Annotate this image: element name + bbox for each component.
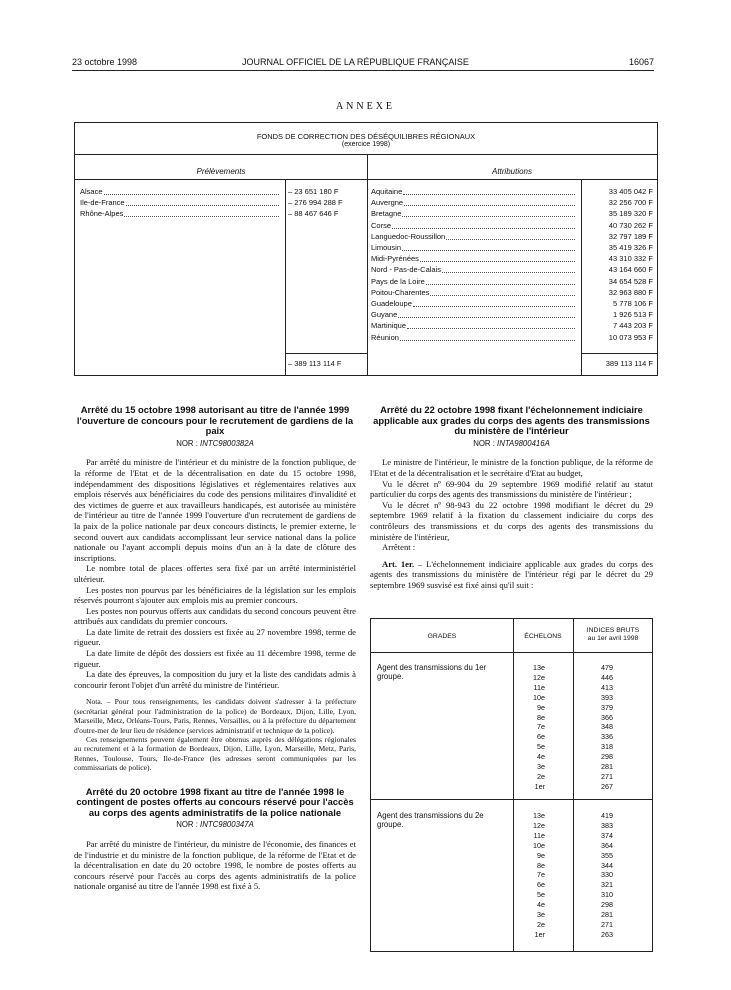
region-name: Poitou-Charentes <box>371 287 430 297</box>
indice-value: 298 <box>601 900 613 910</box>
attribution-amount: 1 926 513 F <box>612 310 653 320</box>
indice-value: 446 <box>601 672 613 682</box>
grades-table <box>370 618 653 952</box>
paragraph: Les postes non pourvus offerts aux candidats du second concours peuvent être attribués aux candidats du premier concours. <box>74 605 356 627</box>
echelon-value: 10e <box>533 692 545 702</box>
indice-value: 318 <box>601 742 613 752</box>
attribution-row <box>371 198 576 208</box>
left-column <box>74 405 356 892</box>
annexe-table-title: FONDS DE CORRECTION DES DÉSÉQUILIBRES RÉGIONAUX <box>256 132 476 141</box>
nor-label: NOR : <box>176 820 198 830</box>
echelon-value: 3e <box>537 910 545 919</box>
annexe-table <box>74 122 658 376</box>
echelon-value: 6e <box>537 732 545 742</box>
indice-value: 413 <box>601 682 613 692</box>
indice-value: 374 <box>601 830 613 840</box>
echelons-header: ÉCHELONS <box>524 633 562 640</box>
region-name: Aquitaine <box>371 187 403 196</box>
paragraph: Le ministre de l'intérieur, le ministre de la fonction publique, de la réforme de l'Etat et de la décentralisation et le secrétaire d'Etat au budget, <box>370 457 653 478</box>
indice-value: 344 <box>601 860 613 870</box>
attribution-row <box>371 288 576 298</box>
nor-reference <box>74 820 356 831</box>
region-name: Alsace <box>80 187 103 196</box>
echelon-value: 13e <box>533 811 545 820</box>
paragraph: La date limite de retrait des dossiers est fixée au 27 novembre 1998, terme de rigueur. <box>74 626 356 648</box>
annexe-title: ANNEXE <box>335 101 396 112</box>
echelon-value: 6e <box>537 880 545 890</box>
region-name: Pays de la Loire <box>371 276 425 286</box>
header-journal-title: JOURNAL OFFICIEL DE LA RÉPUBLIQUE FRANÇAISE <box>242 57 469 67</box>
attribution-amount: 35 189 320 F <box>608 209 653 219</box>
prelevement-row <box>80 198 280 208</box>
indice-value: 348 <box>601 722 613 732</box>
region-name: Réunion <box>371 332 399 342</box>
echelon-value: 2e <box>537 771 545 781</box>
echelon-value: 5e <box>537 890 545 900</box>
leader-dots <box>402 250 575 251</box>
leader-dots <box>420 261 575 262</box>
attribution-amount: 10 073 953 F <box>608 332 653 342</box>
table-rule <box>75 179 657 180</box>
echelon-value: 1er <box>534 929 545 939</box>
attributions-heading: Attributions <box>491 167 533 176</box>
attribution-amount: 40 730 262 F <box>608 220 653 230</box>
region-name: Nord - Pas-de-Calais <box>371 265 442 275</box>
region-name: Ile-de-France <box>80 198 125 208</box>
grade-name: Agent des transmissions du 2e groupe. <box>377 811 484 829</box>
echelon-value: 13e <box>533 663 545 672</box>
echelon-value: 1er <box>534 781 545 791</box>
table-divider <box>285 179 286 375</box>
region-name: Limousin <box>371 243 402 252</box>
annexe-table-subtitle: (exercice 1998) <box>341 141 391 148</box>
prelevement-amount: – 23 651 180 F <box>288 187 339 196</box>
nor-label: NOR : <box>176 438 198 448</box>
prelevements-total: – 389 113 114 F <box>288 359 342 368</box>
indice-value: 336 <box>601 732 613 742</box>
article-one-label: Art. 1er. <box>382 558 415 569</box>
leader-dots <box>404 205 575 206</box>
table-rule <box>75 154 657 155</box>
paragraph: Le nombre total de places offertes sera fixé par un arrêté interministériel ultérieur. <box>74 563 356 584</box>
nor-code: INTA9800416A <box>497 438 550 448</box>
region-name: Auvergne <box>371 198 404 208</box>
prelevements-heading: Prélèvements <box>196 167 246 176</box>
attribution-row <box>371 265 576 275</box>
attribution-row <box>371 221 576 231</box>
header-date: 23 octobre 1998 <box>72 57 138 67</box>
paragraph: La date limite de dépôt des dossiers est fixée au 11 décembre 1998, terme de rigueur. <box>74 648 356 669</box>
indice-value: 393 <box>601 692 613 702</box>
leader-dots <box>400 340 575 341</box>
attribution-amount: 35 419 326 F <box>608 243 653 252</box>
indice-value: 364 <box>601 840 613 850</box>
article-title: Arrêté du 22 octobre 1998 fixant l'échelonnement indiciaire applicable aux grades du corps des agents des transmissions du ministère de l'intérieur <box>373 404 650 437</box>
article-one-text: – L'échelonnement indiciaire applicable aux grades du corps des agents des transmissions du ministère de l'intérieur régi par le décret du 29 septembre 1969 susvisé est fixé ainsi qu'il suit : <box>370 558 653 590</box>
leader-dots <box>442 272 575 273</box>
region-name: Corse <box>371 220 392 230</box>
echelon-value: 11e <box>533 682 545 692</box>
paragraph: La date des épreuves, la composition du jury et la liste des candidats admis à concourir feront l'objet d'un arrêté du ministre de l'intérieur. <box>74 669 356 690</box>
indice-value: 330 <box>601 870 613 880</box>
echelon-value: 12e <box>533 672 545 682</box>
echelon-value: 4e <box>537 900 545 910</box>
attribution-row <box>371 254 576 264</box>
indice-value: 355 <box>601 850 613 860</box>
paragraph: Vu le décret nº 98-943 du 22 octobre 1998 modifiant le décret du 29 septembre 1969 relatif à la fixation du classement indiciaire du corps des contrôleurs des transmissions et du corps des agents des transmissions du ministère de l'intérieur, <box>370 499 653 542</box>
echelon-value: 7e <box>537 722 545 732</box>
attribution-row <box>371 310 576 320</box>
indice-value: 263 <box>601 929 613 939</box>
header-rule <box>72 70 654 71</box>
region-name: Languedoc-Roussillon <box>371 231 446 241</box>
echelon-value: 10e <box>533 840 545 850</box>
prelevement-row <box>80 187 280 197</box>
echelon-value: 7e <box>537 870 545 880</box>
nor-label: NOR : <box>473 438 495 448</box>
indice-value: 366 <box>601 712 613 722</box>
echelon-value: 8e <box>537 860 545 870</box>
attribution-amount: 5 778 106 F <box>612 299 653 308</box>
table-rule <box>371 799 652 800</box>
attribution-row <box>371 209 576 219</box>
page-header <box>72 57 654 69</box>
article-one-paragraph <box>370 559 653 591</box>
leader-dots <box>413 306 575 307</box>
note-paragraph: Nota. – Pour tous renseignements, les candidats doivent s'adresser à la préfecture (secrétariat général pour l'administration de la police) de Bordeaux, Dijon, Lille, Lyon, Marseille, Metz, Orléans-Tours, Paris, Rennes, Versailles, ou à la préfecture du département d'outre-mer de leur lieu de résidence (services administratif et technique de la police). <box>74 697 356 735</box>
region-name: Guadeloupe <box>371 299 412 308</box>
indice-value: 383 <box>601 820 613 830</box>
attribution-row <box>371 277 576 287</box>
nor-code: INTC9800347A <box>200 820 254 830</box>
table-divider <box>367 154 368 375</box>
region-name: Bretagne <box>371 209 402 219</box>
attribution-amount: 32 963 880 F <box>608 287 653 297</box>
indice-value: 281 <box>601 910 613 919</box>
grade-name: Agent des transmissions du 1er groupe. <box>377 663 487 681</box>
leader-dots <box>392 228 575 229</box>
echelon-value: 9e <box>537 702 545 712</box>
attribution-amount: 7 443 203 F <box>612 321 653 331</box>
echelon-value: 8e <box>537 712 545 722</box>
prelevement-amount: – 88 467 646 F <box>288 209 339 219</box>
leader-dots <box>426 284 575 285</box>
echelon-value: 12e <box>533 820 545 830</box>
echelon-value: 5e <box>537 742 545 752</box>
leader-dots <box>104 194 279 195</box>
paragraph: Arrêtent : <box>382 542 416 553</box>
table-rule <box>285 353 367 354</box>
leader-dots <box>398 317 575 318</box>
article-title: Arrêté du 15 octobre 1998 autorisant au titre de l'année 1999 l'ouverture de concours pour le recrutement de gardiens de la paix <box>76 404 354 437</box>
prelevement-amount: – 276 994 288 F <box>288 198 343 208</box>
table-divider <box>573 619 574 951</box>
paragraph: Vu le décret nº 69-904 du 29 septembre 1969 modifié relatif au statut particulier du corps des agents des transmissions du ministère de l'intérieur ; <box>370 478 653 500</box>
table-divider <box>581 179 582 375</box>
attribution-amount: 43 164 660 F <box>608 265 653 275</box>
table-rule <box>371 652 652 653</box>
indice-value: 298 <box>601 752 613 762</box>
prelevement-row <box>80 209 280 219</box>
indice-value: 281 <box>601 762 613 771</box>
indices-date-header: au 1er avril 1998 <box>587 635 639 642</box>
header-page-number: 16067 <box>628 57 654 67</box>
right-column <box>370 405 653 591</box>
attribution-amount: 32 797 189 F <box>608 231 653 241</box>
indice-value: 479 <box>601 663 613 672</box>
region-name: Martinique <box>371 321 407 331</box>
leader-dots <box>430 295 575 296</box>
echelon-value: 4e <box>537 752 545 762</box>
region-name: Rhône-Alpes <box>80 209 124 219</box>
article-title: Arrêté du 20 octobre 1998 fixant au titre de l'année 1998 le contingent de postes offerts au concours réservé pour l'accès au corps des agents administratifs de la police nationale <box>76 785 354 818</box>
paragraph: Par arrêté du ministre de l'intérieur, du ministre de l'économie, des finances et de l'industrie et du ministre de la fonction publique, de la réforme de l'Etat et de la décentralisation en date du 20 octobre 1998, le nombre de postes offerts au concours réservé pour l'accès au corps des agents administratifs de la police nationale organisé au titre de l'année 1998 est fixé à 5. <box>74 839 356 892</box>
indices-header: INDICES BRUTS <box>586 627 640 634</box>
attribution-row <box>371 232 576 242</box>
indice-value: 310 <box>601 890 613 900</box>
attribution-row <box>371 187 576 197</box>
leader-dots <box>407 328 575 329</box>
echelon-value: 9e <box>537 850 545 860</box>
region-name: Guyane <box>371 310 398 320</box>
indice-value: 379 <box>601 702 613 712</box>
attribution-row <box>371 243 576 253</box>
echelon-value: 2e <box>537 919 545 929</box>
leader-dots <box>402 216 575 217</box>
attribution-amount: 43 310 332 F <box>608 254 653 264</box>
table-rule <box>581 353 657 354</box>
attribution-row <box>371 299 576 309</box>
grades-header: GRADES <box>427 633 457 640</box>
indice-value: 419 <box>601 811 613 820</box>
attributions-total: 389 113 114 F <box>605 359 653 368</box>
attribution-amount: 33 405 042 F <box>608 187 653 196</box>
echelon-value: 11e <box>533 830 545 840</box>
indice-value: 271 <box>601 771 613 781</box>
attribution-amount: 34 654 528 F <box>608 276 653 286</box>
echelon-value: 3e <box>537 762 545 771</box>
note-paragraph: Ces renseignements peuvent également être obtenus auprès des délégations régionales au recrutement et à la formation de Bordeaux, Dijon, Lille, Lyon, Marseille, Metz, Paris, Rennes, Toulouse, Tours, Ile-de-France (les adresses seront communiquées par les commissariats de police). <box>74 735 356 773</box>
indice-value: 267 <box>601 781 613 791</box>
leader-dots <box>403 194 575 195</box>
nor-code: INTC9800382A <box>200 438 254 448</box>
leader-dots <box>124 216 279 217</box>
attribution-amount: 32 256 700 F <box>608 198 653 208</box>
nor-reference <box>370 439 653 450</box>
paragraph: Les postes non pourvus par les bénéficiaires de la législation sur les emplois réservés pourront s'ajouter aux emplois mis au premier concours. <box>74 584 356 606</box>
paragraph: Par arrêté du ministre de l'intérieur et du ministre de la fonction publique, de la réforme de l'Etat et de la décentralisation en date du 15 octobre 1998, indépendamment des dispositions législatives et réglementaires relatives aux emplois réservés aux bénéficiaires du code des pensions militaires d'invalidité et des victimes de guerre et aux travailleurs handicapés, est autorisée au ministère de l'intérieur au titre de l'année 1999 l'ouverture d'un recrutement de gardiens de la paix de la police nationale par deux concours distincts, le premier externe, le second ouvert aux candidats accomplissant leur service national dans la police nationale ou l'ayant accompli depuis moins d'un an à la date de clôture des inscriptions. <box>74 457 356 563</box>
attribution-row <box>371 333 576 343</box>
indice-value: 321 <box>601 880 613 890</box>
leader-dots <box>126 205 279 206</box>
attribution-row <box>371 321 576 331</box>
region-name: Midi-Pyrénées <box>371 254 419 264</box>
leader-dots <box>446 239 575 240</box>
nor-reference <box>74 439 356 450</box>
indice-value: 271 <box>601 919 613 929</box>
